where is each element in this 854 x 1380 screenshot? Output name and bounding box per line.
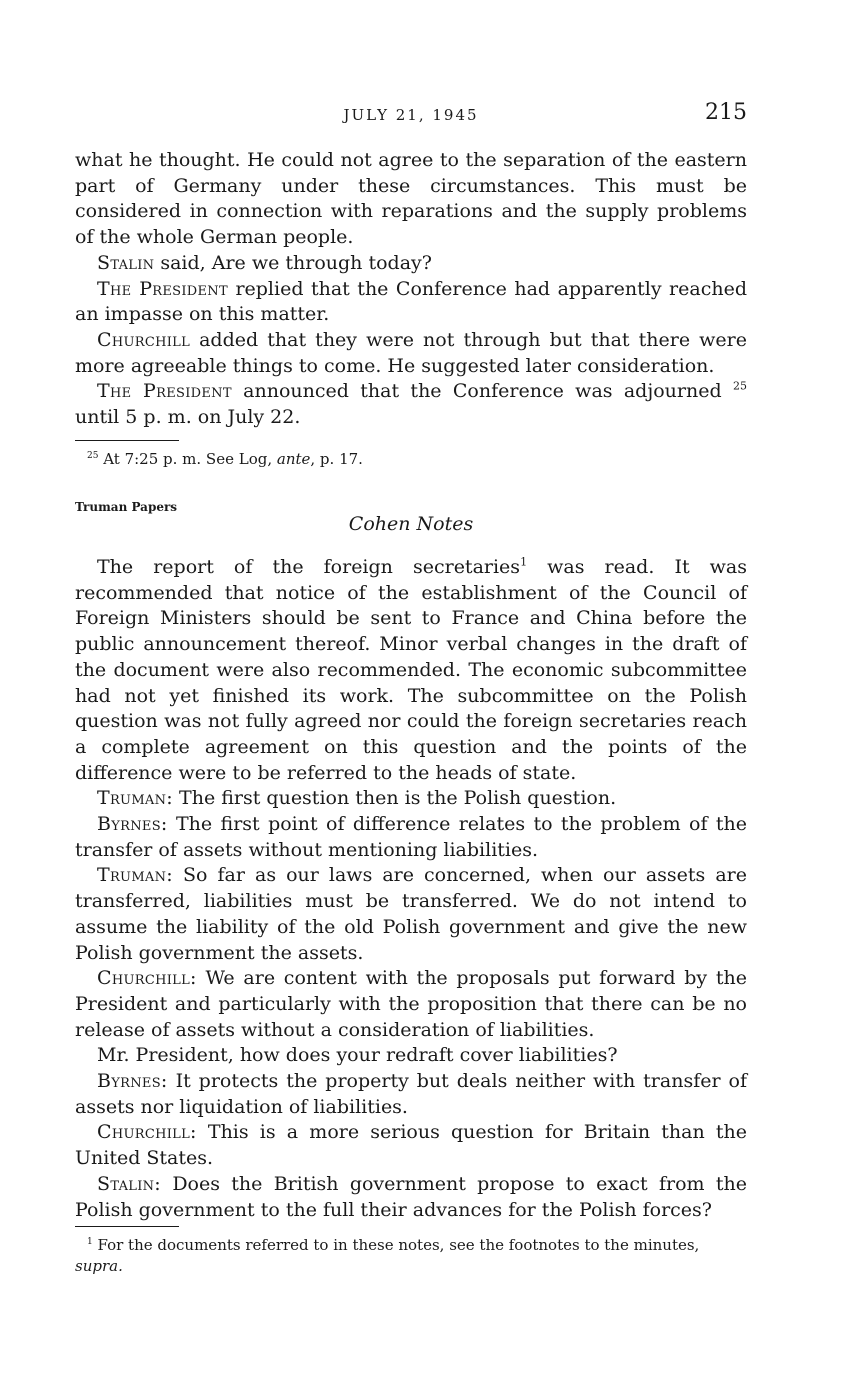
paragraph — [75, 1069, 747, 1120]
speaker-name: Byrnes: — [97, 813, 168, 836]
page-number: 215 — [705, 100, 747, 125]
paragraph — [75, 148, 747, 251]
paragraph-text: The report of the foreign secretaries — [97, 556, 521, 578]
speaker-name: Stalin — [97, 251, 155, 274]
paragraph-text: until 5 p. m. on July 22. — [75, 406, 301, 429]
paragraph-text: The first point of difference relates to the problem of the transfer of assets without mentioning liabilities. — [75, 813, 747, 861]
paragraph-text: The first question then is the Polish question. — [173, 787, 617, 810]
page-header — [75, 100, 747, 132]
speaker-name: The President — [97, 277, 228, 300]
footnote-body: At 7:25 p. m. See Log, — [98, 450, 277, 468]
notes-text-block — [75, 555, 747, 1223]
paragraph — [75, 379, 747, 430]
speaker-name: Churchill: — [97, 967, 197, 990]
paragraph — [75, 786, 747, 812]
paragraph-text: So far as our laws are concerned, when our assets are transferred, liabilities must be transferred. We do not intend to assume the liability of the old Polish government and give the new Polish government the assets. — [75, 864, 747, 964]
speaker-name: Truman: — [97, 787, 173, 810]
paragraph — [75, 277, 747, 328]
footnote-rule — [75, 440, 179, 441]
paragraph — [75, 966, 747, 1043]
paragraph-text: announced that the Conference was adjourned — [231, 380, 733, 403]
footnote-rule — [75, 1226, 179, 1227]
footnote-marker: 1 — [87, 1237, 93, 1247]
paragraph — [75, 328, 747, 379]
footnote-text — [75, 449, 747, 470]
paragraph — [75, 1043, 747, 1069]
footnote-body: For the documents referred to in these notes, see the footnotes to the minutes, — [92, 1236, 700, 1254]
footnote-marker: 25 — [87, 451, 99, 461]
footnote-reference: 1 — [520, 555, 528, 569]
speaker-name: Churchill — [97, 328, 191, 351]
paragraph — [75, 251, 747, 277]
speaker-name: Truman: — [97, 864, 173, 887]
footnote-1 — [75, 1235, 747, 1277]
paragraph-text: was read. It was recommended that notice of the establishment of the Council of Foreign Ministers should be sent to France and China before the public announcement thereof. Minor verbal changes in the draft of the document were also recommended. The economic subcommittee had not yet finished its work. The subcommittee on the Polish question was not fully agreed nor could the foreign secretaries reach a complete agreement on this question and the points of the difference were to be referred to the heads of state. — [75, 556, 747, 784]
speaker-name: Byrnes: — [97, 1070, 168, 1093]
paragraph — [75, 1172, 747, 1223]
running-title: JULY 21, 1945 — [343, 106, 479, 124]
paragraph-text: Mr. President, how does your redraft cover liabilities? — [97, 1044, 618, 1067]
paragraph-text: said, Are we through today? — [154, 251, 432, 274]
speaker-name: Stalin: — [97, 1172, 162, 1195]
paragraph-text: what he thought. He could not agree to the separation of the eastern part of Germany under these circumstances. This must be considered in connection with reparations and the supply problems of the whole German people. — [75, 149, 747, 249]
paragraph — [75, 555, 747, 786]
paragraph-text: It protects the property but deals neither with transfer of assets nor liquidation of liabilities. — [75, 1070, 747, 1118]
speaker-name: The President — [97, 380, 232, 403]
section-title: Cohen Notes — [348, 513, 474, 535]
footnote-italic: supra. — [75, 1257, 123, 1275]
speaker-name: Churchill: — [97, 1121, 197, 1144]
paragraph-text: We are content with the proposals put forward by the President and particularly with the proposition that there can be no release of assets without a consideration of liabilities. — [75, 967, 747, 1041]
source-label: Truman Papers — [75, 500, 178, 514]
footnote-body: , p. 17. — [310, 450, 363, 468]
paragraph-text: This is a more serious question for Britain than the United States. — [75, 1121, 747, 1170]
paragraph — [75, 863, 747, 966]
footnote-25 — [75, 449, 747, 470]
footnote-italic: ante — [276, 450, 311, 468]
upper-text-block — [75, 148, 747, 431]
paragraph-text: replied that the Conference had apparently reached an impasse on this matter. — [75, 277, 747, 326]
paragraph — [75, 1120, 747, 1171]
paragraph — [75, 812, 747, 863]
footnote-text — [75, 1235, 747, 1277]
paragraph-text: Does the British government propose to exact from the Polish government to the full their advances for the Polish forces? — [75, 1172, 747, 1221]
footnote-reference: 25 — [732, 380, 747, 393]
paragraph-text: added that they were not through but that there were more agreeable things to come. He suggested later consideration. — [75, 328, 747, 377]
